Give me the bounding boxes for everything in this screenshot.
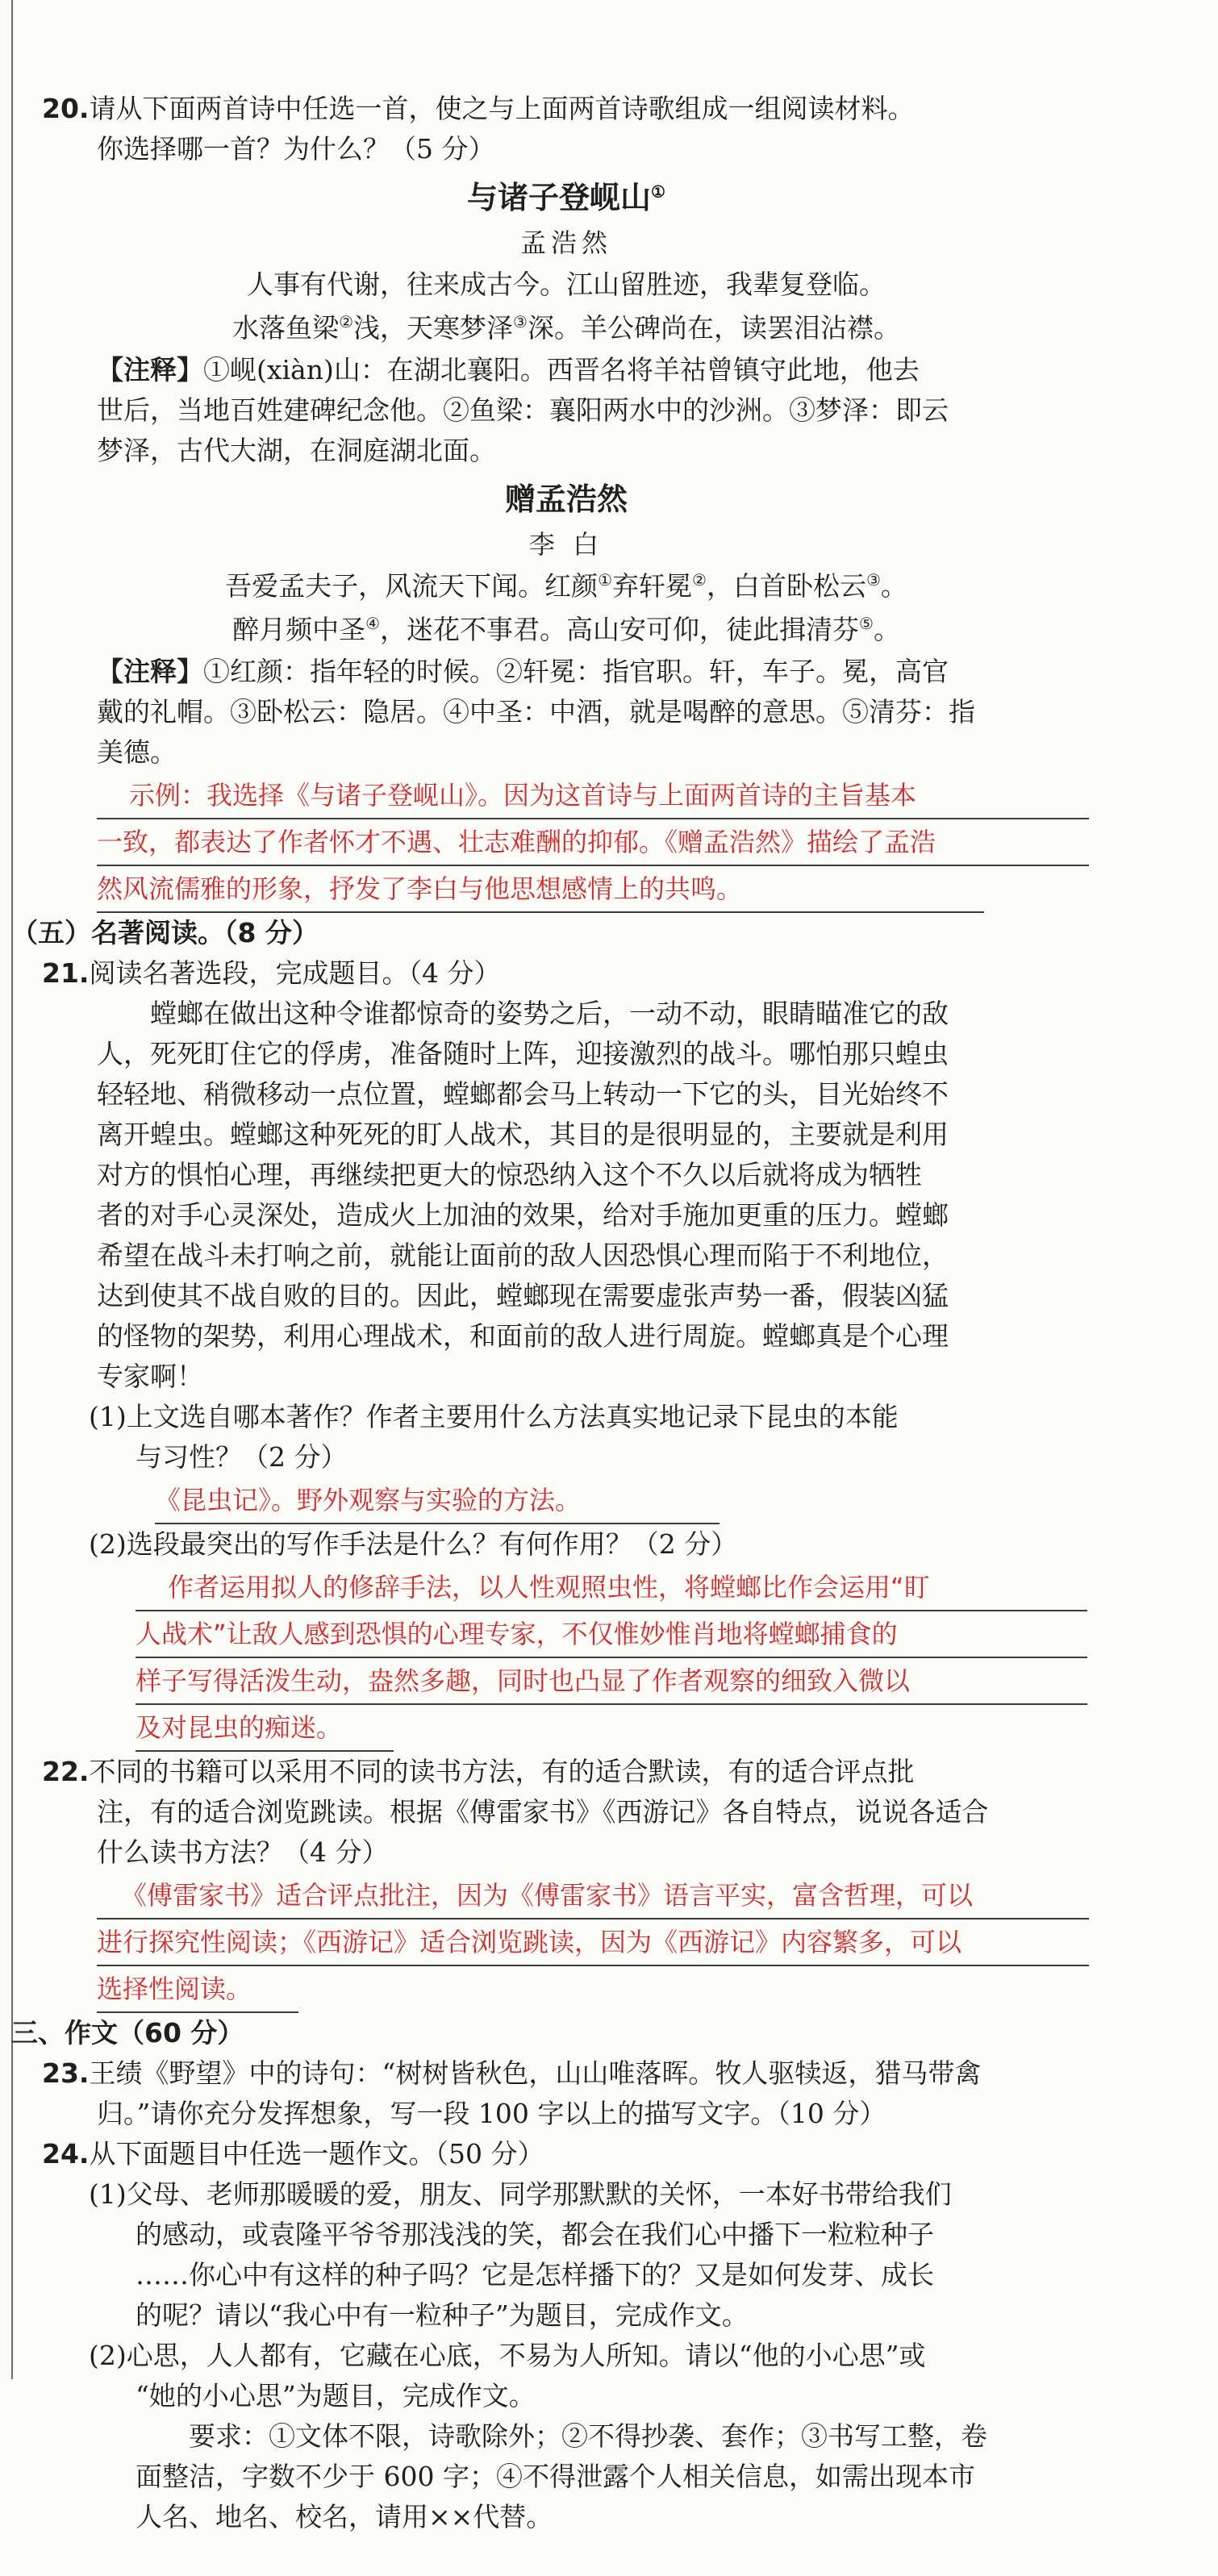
passage-line: 的怪物的架势，利用心理战术，和面前的敌人进行周旋。螳螂真是个心理 xyxy=(97,1320,949,1352)
answer-line: 作者运用拟人的修辞手法，以人性观照虫性，将螳螂比作会运用“盯 xyxy=(136,1565,1087,1611)
q21-stem xyxy=(42,953,1091,994)
footnote-mark: ② xyxy=(692,570,707,590)
q22-answer xyxy=(42,1873,1089,2013)
footnote-mark: ① xyxy=(598,570,613,590)
passage-line: 螳螂在做出这种令谁都惊奇的姿势之后，一动不动，眼睛瞄准它的敌 xyxy=(150,998,949,1029)
poem1-line2-c: 深。羊公碑尚在，读罢泪沾襟。 xyxy=(527,312,900,344)
poem1-note1 xyxy=(42,350,1091,390)
q24-option1-cont: 的呢？请以“我心中有一粒种子”为题目，完成作文。 xyxy=(136,2299,749,2331)
poem2-line1-d: 。 xyxy=(880,570,907,602)
poem2-note3: 美德。 xyxy=(97,736,177,768)
question-number: 21. xyxy=(42,957,90,989)
q23-line1 xyxy=(42,2053,1091,2094)
answer-line: 样子写得活泼生动，盎然多趣，同时也凸显了作者观察的细致入微以 xyxy=(136,1658,1087,1705)
poem1-line2-a: 水落鱼梁 xyxy=(232,312,340,344)
poem2-line1 xyxy=(42,565,1091,608)
q21-sub1-answer xyxy=(42,1478,1091,1524)
q22-text1: 不同的书籍可以采用不同的读书方法，有的适合默读，有的适合评点批 xyxy=(89,1756,915,1787)
q23-text1: 王绩《野望》中的诗句：“树树皆秋色，山山唯落晖。牧人驱犊返，猎马带禽 xyxy=(89,2057,982,2089)
poem1-line2 xyxy=(42,306,1091,350)
q24-stem xyxy=(42,2134,1091,2174)
exam-page xyxy=(11,89,1091,2537)
q24-requirements-cont: 面整洁，字数不少于 600 字；④不得泄露个人相关信息，如需出现本市 xyxy=(136,2461,975,2492)
q24-option1-cont: ……你心中有这样的种子吗？它是怎样播下的？又是如何发芽、成长 xyxy=(136,2259,934,2290)
answer-line: 然风流儒雅的形象，抒发了李白与他思想感情上的共鸣。 xyxy=(97,866,984,913)
passage-line: 专家啊！ xyxy=(97,1361,203,1392)
poem1-title-footnote: ① xyxy=(651,181,665,202)
q24-requirements-cont: 人名、地名、校名，请用××代替。 xyxy=(136,2501,553,2532)
footnote-mark: ④ xyxy=(365,614,380,633)
q24-option2-cont: “她的小心思”为题目，完成作文。 xyxy=(136,2380,536,2411)
q22-line2: 注，有的适合浏览跳读。根据《傅雷家书》《西游记》各自特点，说说各适合 xyxy=(97,1796,989,1828)
q21-sub1: (1)上文选自哪本著作？作者主要用什么方法真实地记录下昆虫的本能 xyxy=(89,1401,899,1432)
passage-line: 对方的惧怕心理，再继续把更大的惊恐纳入这个不久以后就将成为牺牲 xyxy=(97,1159,922,1190)
poem1-line1: 人事有代谢，往来成古今。江山留胜迹，我辈复登临。 xyxy=(247,269,886,300)
answer-line: 《昆虫记》。野外观察与实验的方法。 xyxy=(155,1478,720,1524)
question-number: 22. xyxy=(42,1756,90,1787)
poem1-note3: 梦泽，古代大湖，在洞庭湖北面。 xyxy=(97,435,496,466)
poem2-title: 赠孟浩然 xyxy=(504,481,628,517)
poem1-note2: 世后，当地百姓建碑纪念他。②鱼梁：襄阳两水中的沙洲。③梦泽：即云 xyxy=(97,394,949,426)
poem2-line2-b: ，迷花不事君。高山安可仰，徒此揖清芬 xyxy=(380,614,859,645)
answer-line: 选择性阅读。 xyxy=(97,1966,298,2013)
q21-stem-text: 阅读名著选段，完成题目。（4 分） xyxy=(89,957,501,989)
poem2-line2 xyxy=(42,608,1091,652)
passage-line: 希望在战斗未打响之前，就能让面前的敌人因恐惧心理而陷于不利地位， xyxy=(97,1240,949,1271)
question-20 xyxy=(42,89,1091,913)
poem2-note1 xyxy=(42,652,1091,692)
poem2-note-text1: ①红颜：指年轻的时候。②轩冕：指官职。轩，车子。冕，高官 xyxy=(203,656,949,687)
passage-line: 轻轻地、稍微移动一点位置，螳螂都会马上转动一下它的头，目光始终不 xyxy=(97,1078,949,1110)
q20-stem-line1 xyxy=(42,89,1091,129)
question-22 xyxy=(42,1752,1091,2013)
answer-line: 及对昆虫的痴迷。 xyxy=(136,1705,394,1752)
q22-line3: 什么读书方法？（4 分） xyxy=(97,1836,389,1868)
answer-line: 进行探究性阅读；《西游记》适合浏览跳读，因为《西游记》内容繁多，可以 xyxy=(97,1919,1089,1966)
q24-option1-cont: 的感动，或袁隆平爷爷那浅浅的笑，都会在我们心中播下一粒粒种子 xyxy=(136,2219,934,2250)
q23-line2: 归。”请你充分发挥想象，写一段 100 字以上的描写文字。（10 分） xyxy=(97,2098,886,2129)
poem2-note2: 戴的礼帽。③卧松云：隐居。④中圣：中酒，就是喝醉的意思。⑤清芬：指 xyxy=(97,696,975,727)
question-number: 24. xyxy=(42,2138,90,2170)
section-heading-composition: 三、作文（60 分） xyxy=(11,2017,244,2049)
poem1-author: 孟浩然 xyxy=(519,227,612,258)
section-heading-reading: （五）名著阅读。（8 分） xyxy=(11,917,319,948)
passage-line: 者的对手心灵深处，造成火上加油的效果，给对手施加更重的压力。螳螂 xyxy=(97,1199,949,1231)
q24-option1: (1)父母、老师那暖暖的爱，朋友、同学那默默的关怀，一本好书带给我们 xyxy=(89,2178,952,2210)
q21-sub1-cont: 与习性？（2 分） xyxy=(136,1441,348,1473)
question-number: 20. xyxy=(42,93,90,124)
footnote-mark: ⑤ xyxy=(859,614,874,633)
note-label: 【注释】 xyxy=(97,354,203,386)
poem1-title-text: 与诸子登岘山 xyxy=(467,179,652,215)
question-24 xyxy=(42,2134,1091,2537)
answer-line: 《傅雷家书》适合评点批注，因为《傅雷家书》语言平实，富含哲理，可以 xyxy=(97,1873,1089,1919)
answer-line: 一致，都表达了作者怀才不遇、壮志难酬的抑郁。《赠孟浩然》描绘了孟浩 xyxy=(97,819,1089,866)
q20-line1: 请从下面两首诗中任选一首，使之与上面两首诗歌组成一组阅读材料。 xyxy=(89,93,915,124)
poem1-title xyxy=(42,173,1091,223)
question-21 xyxy=(42,953,1091,1752)
q21-passage xyxy=(42,994,1091,1397)
passage-line: 人，死死盯住它的俘虏，准备随时上阵，迎接激烈的战斗。哪怕那只蝗虫 xyxy=(97,1038,949,1069)
answer-line: 示例：我选择《与诸子登岘山》。因为这首诗与上面两首诗的主旨基本 xyxy=(97,773,1089,819)
note-label: 【注释】 xyxy=(97,656,203,687)
q22-line1 xyxy=(42,1752,1091,1792)
poem2-line1-a: 吾爱孟夫子，风流天下闻。红颜 xyxy=(225,570,599,602)
poem2-line1-b: 弃轩冕 xyxy=(612,570,693,602)
footnote-mark: ③ xyxy=(513,312,528,331)
question-number: 23. xyxy=(42,2057,90,2089)
poem2-line2-a: 醉月频中圣 xyxy=(232,614,366,645)
q24-requirements: 要求：①文体不限，诗歌除外；②不得抄袭、套作；③书写工整，卷 xyxy=(189,2420,987,2452)
poem2-author: 李 白 xyxy=(528,529,604,560)
footnote-mark: ③ xyxy=(866,570,881,590)
poem2-line1-c: ，白首卧松云 xyxy=(706,570,866,602)
q24-option2: (2)心思，人人都有，它藏在心底，不易为人所知。请以“他的小心思”或 xyxy=(89,2340,926,2371)
answer-line: 人战术”让敌人感到恐惧的心理专家，不仅惟妙惟肖地将螳螂捕食的 xyxy=(136,1611,1087,1658)
poem1-note-text1: ①岘(xiàn)山：在湖北襄阳。西晋名将羊祜曾镇守此地，他去 xyxy=(203,354,920,386)
passage-line: 离开蝗虫。螳螂这种死死的盯人战术，其目的是很明显的，主要就是利用 xyxy=(97,1119,949,1150)
footnote-mark: ② xyxy=(339,312,353,331)
passage-line: 达到使其不战自败的目的。因此，螳螂现在需要虚张声势一番，假装凶猛 xyxy=(97,1280,949,1311)
question-23 xyxy=(42,2053,1091,2134)
poem2-line2-c: 。 xyxy=(873,614,900,645)
q21-sub2-answer xyxy=(42,1565,1087,1752)
poem1-line2-b: 浅，天寒梦泽 xyxy=(353,312,513,344)
q20-line2: 你选择哪一首？为什么？（5 分） xyxy=(97,133,495,165)
q21-sub2: (2)选段最突出的写作手法是什么？有何作用？（2 分） xyxy=(89,1528,738,1560)
q20-answer xyxy=(42,773,1089,913)
q24-stem-text: 从下面题目中任选一题作文。（50 分） xyxy=(89,2138,544,2170)
